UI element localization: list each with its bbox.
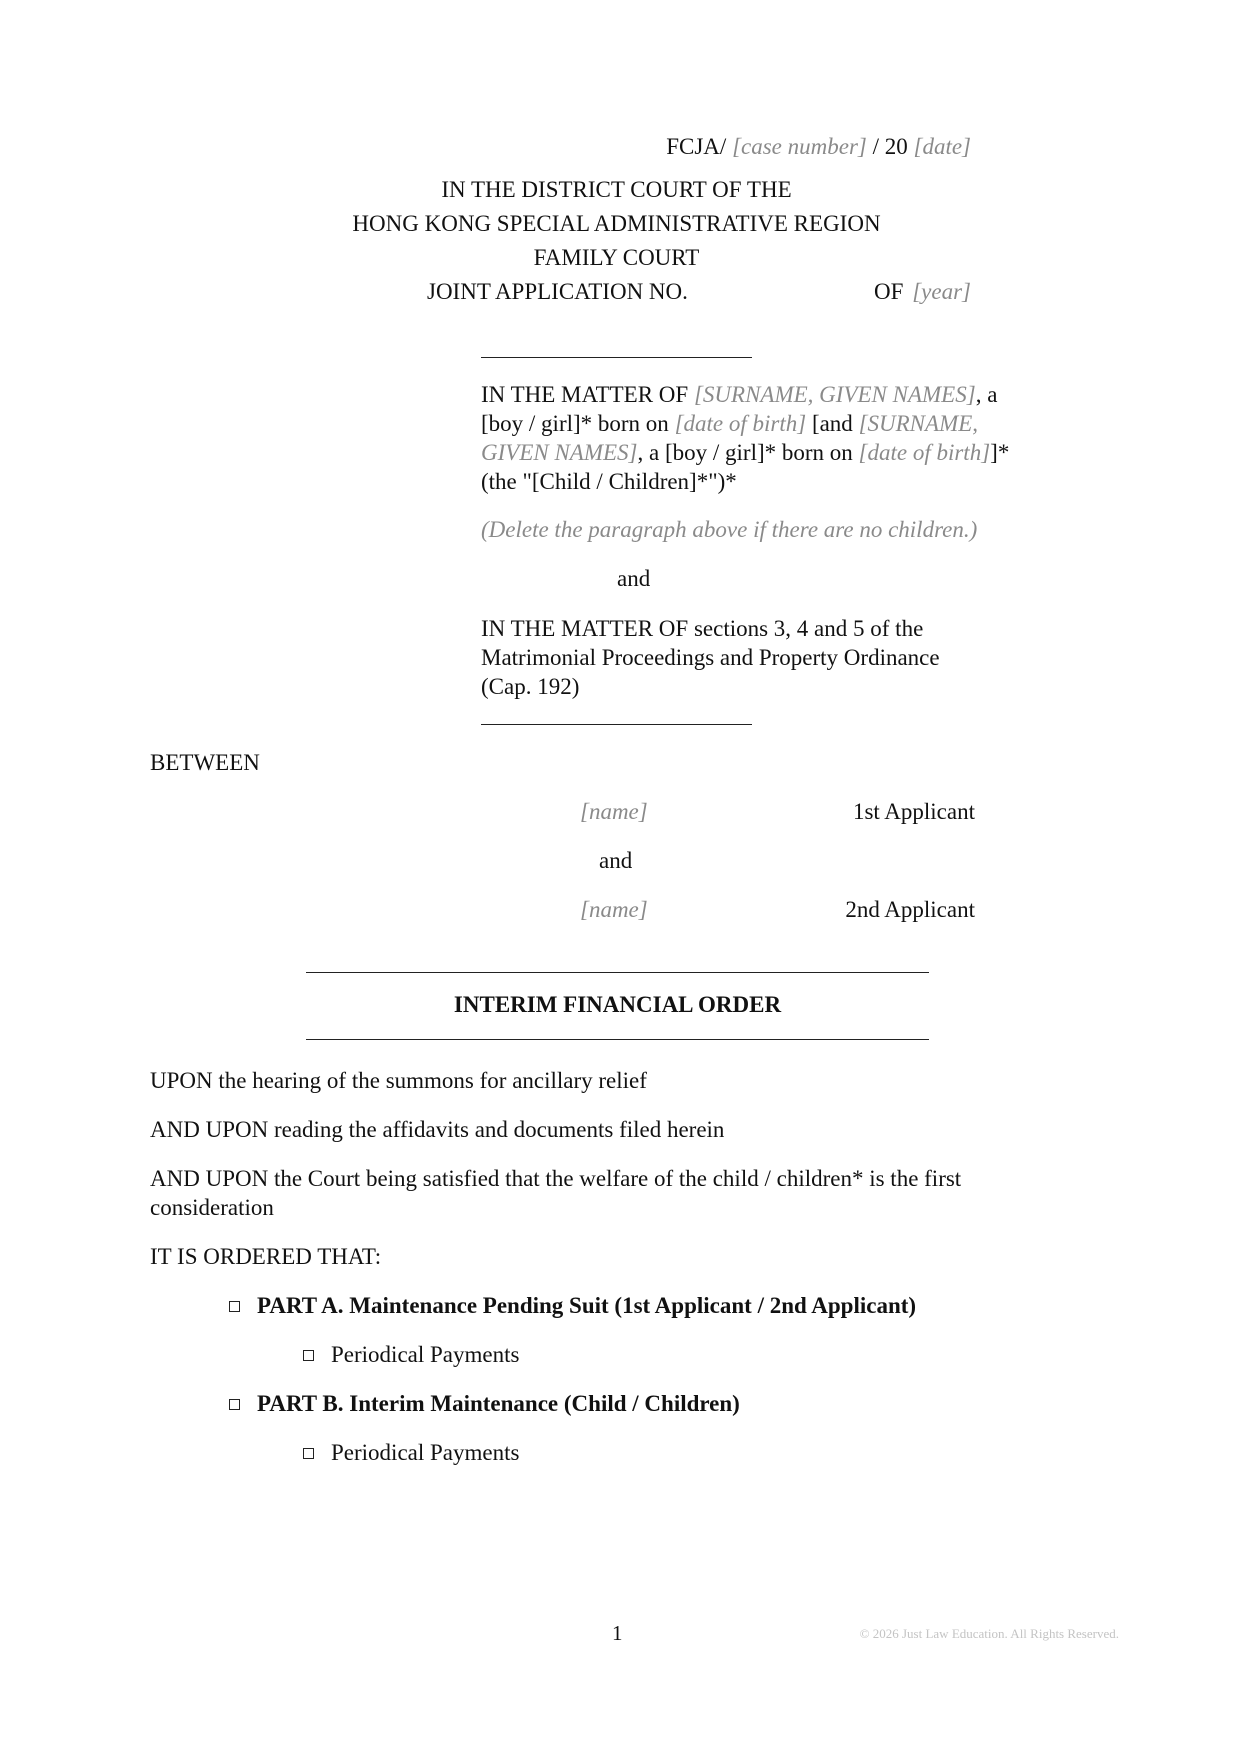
second-applicant-name-placeholder[interactable]: [name] [580,897,648,922]
part-b-title: PART B. Interim Maintenance (Child / Children) [257,1391,740,1416]
child-name-1-placeholder[interactable]: [SURNAME, GIVEN NAMES] [693,382,976,407]
second-applicant-role: 2nd Applicant [845,897,975,922]
court-line-2: HONG KONG SPECIAL ADMINISTRATIVE REGION [352,211,881,236]
it-is-ordered: IT IS ORDERED THAT: [150,1244,382,1269]
case-reference [666,132,971,161]
copyright-notice: © 2026 Just Law Education. All Rights Reserved. [859,1626,1119,1641]
recital-hearing: UPON the hearing of the summons for ancillary relief [150,1068,647,1093]
part-a-periodical-label: Periodical Payments [331,1342,520,1367]
part-a-title: PART A. Maintenance Pending Suit (1st Applicant / 2nd Applicant) [257,1293,917,1318]
part-b-option[interactable] [229,1389,740,1418]
parties-and-connector: and [599,848,633,873]
case-ref-separator: / 20 [872,134,908,159]
joint-application-label: JOINT APPLICATION NO. [427,279,688,304]
matter-children-line-3: GIVEN NAMES], a [boy / girl]* born on [date of birth]]* [481,440,1010,465]
part-a-periodical-checkbox[interactable] [303,1350,314,1361]
first-applicant-role: 1st Applicant [852,799,975,824]
part-b-checkbox[interactable] [229,1399,240,1410]
child-dob-2-placeholder[interactable]: [date of birth] [858,440,991,465]
matter-children-line-2: [boy / girl]* born on [date of birth] [and [SURNAME, [481,411,979,436]
title-rule-top [306,972,929,973]
delete-paragraph-note: (Delete the paragraph above if there are no children.) [481,517,978,542]
child-name-2b-placeholder[interactable]: GIVEN NAMES] [481,440,638,465]
court-line-1: IN THE DISTRICT COURT OF THE [441,177,792,202]
child-dob-1-placeholder[interactable]: [date of birth] [674,411,807,436]
part-a-checkbox[interactable] [229,1301,240,1312]
part-b-periodical-option[interactable] [303,1438,519,1467]
part-b-periodical-label: Periodical Payments [331,1440,520,1465]
court-line-3: FAMILY COURT [533,245,700,270]
matter-children-line-4: (the "[Child / Children]*")* [481,469,737,494]
first-applicant-name-placeholder[interactable]: [name] [580,799,648,824]
case-date-placeholder[interactable]: [date] [913,134,971,159]
year-placeholder[interactable]: [year] [912,279,971,304]
matter-ordinance-line-1: IN THE MATTER OF sections 3, 4 and 5 of the [481,616,924,641]
part-a-periodical-option[interactable] [303,1340,519,1369]
matter-children-paragraph [481,380,1081,496]
title-rule-bottom [306,1039,929,1040]
divider-middle [481,724,752,725]
of-label: OF [874,279,904,304]
part-b-periodical-checkbox[interactable] [303,1448,314,1459]
recital-reading: AND UPON reading the affidavits and documents filed herein [150,1117,725,1142]
case-number-placeholder[interactable]: [case number] [732,134,867,159]
matter-ordinance-line-3: (Cap. 192) [481,674,580,699]
part-a-option[interactable] [229,1291,916,1320]
recital-welfare-line-1: AND UPON the Court being satisfied that the welfare of the child / children* is the first [150,1166,962,1191]
order-title: INTERIM FINANCIAL ORDER [453,992,782,1017]
page-number: 1 [612,1621,623,1645]
and-connector-1: and [617,566,651,591]
matter-children-line-1: IN THE MATTER OF [SURNAME, GIVEN NAMES], a [481,382,998,407]
matter-ordinance-line-2: Matrimonial Proceedings and Property Ordinance [481,645,940,670]
child-name-2a-placeholder[interactable]: [SURNAME, [858,411,979,436]
between-label: BETWEEN [150,750,260,775]
case-ref-prefix: FCJA/ [666,134,727,159]
divider-top [481,357,752,358]
recital-welfare-line-2: consideration [150,1195,274,1220]
